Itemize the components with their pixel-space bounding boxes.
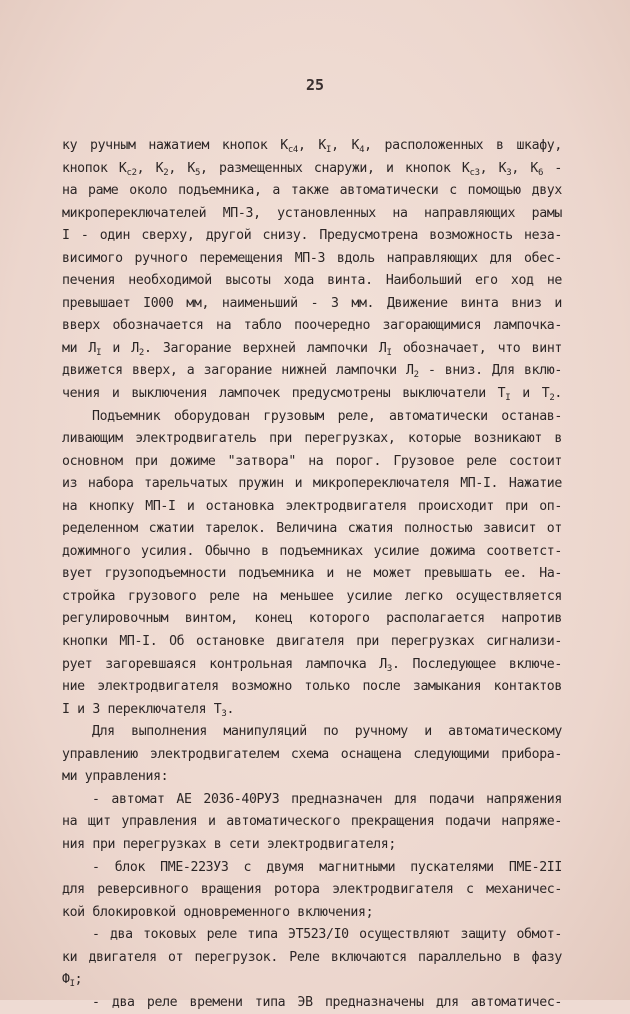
- text-line: чения и выключения лампочек предусмотрены выключатели $Т_I$ и $Т_2$.: [62, 386, 562, 404]
- text-line: ределенном сжатии тарелок. Величина сжатия полностью зависит от: [62, 521, 562, 537]
- text-line: - два токовых реле типа ЭТ523/I0 осуществляют защиту обмот-: [92, 927, 562, 943]
- text-line: ки двигателя от перегрузок. Реле включаются параллельно в фазу: [62, 949, 562, 965]
- text-line: микропереключателей МП-3, установленных на направляющих рамы: [62, 205, 562, 221]
- text-line: $Ф_I$;: [62, 972, 83, 990]
- text-line: Подъемник оборудован грузовым реле, автоматически останав-: [92, 408, 562, 424]
- text-line: регулировочным винтом, конец которого располагается напротив: [62, 611, 562, 627]
- text-line: из набора тарельчатых пружин и микропереключателя МП-I. Нажатие: [62, 476, 562, 492]
- text-line: висимого ручного перемещения МП-3 вдоль направляющих для обес-: [62, 250, 562, 266]
- text-line: кнопки МП-I. Об остановке двигателя при перегрузках сигнализи-: [62, 634, 562, 650]
- text-line: Для выполнения манипуляций по ручному и автоматическому: [92, 724, 562, 740]
- text-line: - два реле времени типа ЭВ предназначены для автоматичес-: [92, 994, 562, 1010]
- text-line: - автомат АЕ 2036-40РУЗ предназначен для подачи напряжения: [92, 791, 562, 807]
- text-line: ми управления:: [62, 769, 169, 785]
- page-number: 25: [305, 76, 325, 94]
- text-line: ливающим электродвигатель при перегрузках, которые возникают в: [62, 431, 562, 447]
- text-line: вверх обозначается на табло поочередно загорающимися лампочка-: [62, 318, 562, 334]
- text-line: движется вверх, а загорание нижней лампочки $Л_2$ - вниз. Для вклю-: [62, 363, 562, 381]
- text-line: I и 3 переключателя $Т_3$.: [62, 701, 235, 719]
- text-line: - блок ПМЕ-223УЗ с двумя магнитными пускателями ПМЕ-2II: [92, 859, 562, 875]
- text-line: основном при дожиме "затвора" на порог. Грузовое реле состоит: [62, 453, 562, 469]
- text-line: на щит управления и автоматического прекращения подачи напряже-: [62, 814, 562, 830]
- text-line: дожимного усилия. Обычно в подъемниках усилие дожима соответст-: [62, 543, 562, 559]
- text-line: управлению электродвигателем схема оснащена следующими прибора-: [62, 746, 562, 762]
- text-line: печения необходимой высоты хода винта. Наибольший его ход не: [62, 273, 562, 289]
- text-line: кнопок $К_{с2}$, $К_2$, $К_5$, размещенных снаружи, и кнопок $К_{с3}$, $К_3$, $К_6$ -: [62, 160, 563, 178]
- text-line: на раме около подъемника, а также автоматически с помощью двух: [62, 183, 562, 199]
- text-line: ние электродвигателя возможно только после замыкания контактов: [62, 679, 562, 695]
- text-line: стройка грузового реле на меньшее усилие легко осуществляется: [62, 588, 562, 604]
- text-line: рует загоревшаяся контрольная лампочка $Л_3$. Последующее включе-: [62, 656, 562, 674]
- body-text: [62, 135, 562, 1014]
- text-line: кой блокировкой одновременного включения;: [62, 904, 374, 920]
- text-line: превышает I000 мм, наименьший - 3 мм. Движение винта вниз и: [62, 295, 562, 311]
- text-line: вует грузоподъемности подъемника и не может превышать ее. На-: [62, 566, 562, 582]
- text-line: ния при перегрузках в сети электродвигателя;: [62, 836, 396, 852]
- text-line: I - один сверху, другой снизу. Предусмотрена возможность неза-: [62, 228, 562, 244]
- text-line: для реверсивного вращения ротора электродвигателя с механичес-: [62, 882, 562, 898]
- text-line: ми $Л_I$ и $Л_2$. Загорание верхней лампочки $Л_I$ обозначает, что винт: [62, 340, 563, 358]
- text-line: ку ручным нажатием кнопок $К_{с4}$, $К_I$, $К_4$, расположенных в шкафу,: [62, 138, 562, 155]
- text-line: на кнопку МП-I и остановка электродвигателя происходит при оп-: [62, 498, 562, 514]
